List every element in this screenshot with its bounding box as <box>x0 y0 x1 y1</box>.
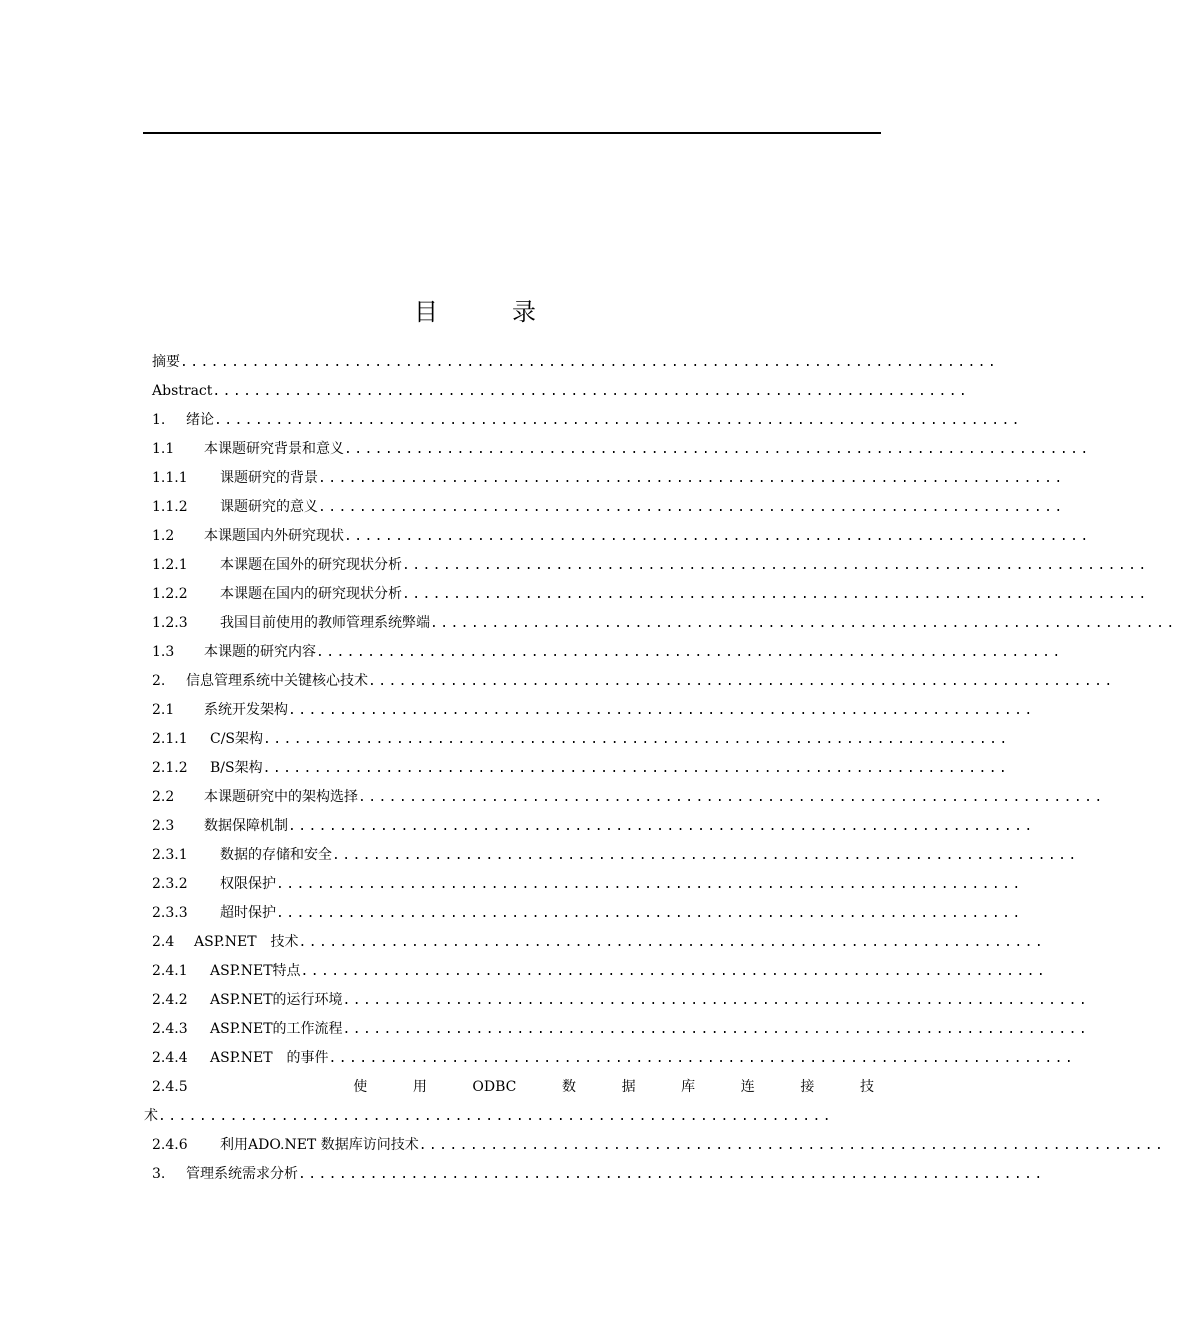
toc-entry-number: 2.1 <box>152 702 175 718</box>
toc-entry-title: 术 <box>144 1108 158 1124</box>
toc-entry[interactable] <box>152 464 1065 493</box>
toc-entry-title: C/S架构 <box>210 731 264 747</box>
toc-entry-leader: ......................................................................... <box>358 790 1105 805</box>
toc-title-char-2: 录 <box>512 298 536 326</box>
toc-entry-leader: ......................................................................... <box>298 935 1046 950</box>
toc-entry-leader: ......................................................................... <box>288 819 1035 834</box>
toc-entry[interactable] <box>152 609 1177 638</box>
toc-entry-number: 1.2.1 <box>152 557 188 573</box>
toc-title-char-1: 目 <box>414 298 438 326</box>
toc-entry-leader: ......................................................................... <box>344 529 1091 544</box>
toc-entry-leader: ......................................................................... <box>300 964 1048 979</box>
toc-entry-leader: ......................................................................... <box>342 993 1090 1008</box>
toc-entry[interactable] <box>152 725 1010 754</box>
toc-entry-number: 2.4 <box>152 934 175 950</box>
toc-entry-title: 我国目前使用的教师管理系统弊端 <box>220 615 430 631</box>
toc-entry-title: ASP.NET 的事件 <box>210 1050 329 1066</box>
toc-entry-leader: ......................................................................... <box>276 906 1023 921</box>
toc-entry-number: 2.4.6 <box>152 1137 188 1153</box>
toc-entry-number: 2.4.2 <box>152 992 188 1008</box>
toc-entry-number: 2.4.1 <box>152 963 188 979</box>
toc-entry-leader: ......................................................................... <box>263 732 1010 747</box>
toc-entry[interactable] <box>152 1015 1090 1044</box>
toc-entry-number: 1.2.3 <box>152 615 188 631</box>
toc-entry-word: 数 <box>561 1079 576 1095</box>
toc-entry[interactable] <box>152 667 1115 696</box>
toc-entry-number: 1.1.1 <box>152 470 188 486</box>
toc-entry-leader: ......................................................................... <box>344 442 1091 457</box>
toc-entry-leader: ......................................................................... <box>318 471 1065 486</box>
toc-entry-word: 连 <box>740 1079 755 1095</box>
toc-entry-title: ASP.NET 技术 <box>194 934 299 950</box>
toc-entry-title: 本课题国内外研究现状 <box>204 528 344 544</box>
toc-entry[interactable] <box>152 377 970 406</box>
toc-entry-leader: ......................................................................... <box>368 674 1115 689</box>
toc-entry-leader: ......................................................................... <box>276 877 1023 892</box>
toc-entry[interactable] <box>152 754 1010 783</box>
toc-entry-title: ASP.NET的工作流程 <box>210 1021 343 1037</box>
toc-entry[interactable] <box>152 522 1091 551</box>
toc-entry-leader: .................................................................. <box>158 1109 833 1124</box>
toc-entry-number: 1.2.2 <box>152 586 188 602</box>
toc-entry-leader: ......................................................................... <box>316 645 1063 660</box>
toc-entry[interactable] <box>152 493 1065 522</box>
toc-entry-number: 2.4.4 <box>152 1050 188 1066</box>
toc-entry-title: 本课题在国外的研究现状分析 <box>220 557 402 573</box>
toc-entry-word: 库 <box>681 1079 696 1095</box>
toc-entry-leader: ......................................................................... <box>288 703 1035 718</box>
toc-entry-title: 绪论 <box>186 412 214 428</box>
toc-entry-continuation[interactable] <box>144 1102 878 1131</box>
toc-entry[interactable] <box>152 783 1105 812</box>
toc-entry-leader: ......................................................................... <box>332 848 1079 863</box>
toc-entry-word: 接 <box>800 1079 815 1095</box>
toc-entry-word: 技 <box>859 1079 874 1095</box>
toc-entry-number: 2.1.2 <box>152 760 188 776</box>
toc-entry-word: ODBC <box>472 1079 517 1095</box>
toc-entry-title: 信息管理系统中关键核心技术 <box>186 673 368 689</box>
toc-entry-number: 2.3 <box>152 818 175 834</box>
toc-entry-title: 利用ADO.NET 数据库访问技术 <box>220 1137 419 1153</box>
toc-entry[interactable] <box>152 928 1046 957</box>
toc-entry-title: 本课题的研究内容 <box>204 644 316 660</box>
toc-entry-leader: ......................................................................... <box>418 1138 1166 1153</box>
toc-entry-leader: ......................................................................... <box>342 1022 1090 1037</box>
toc-entry-title: 课题研究的背景 <box>220 470 318 486</box>
toc-title <box>0 292 950 332</box>
toc-entry[interactable] <box>152 870 1023 899</box>
toc-entry-number: 2.2 <box>152 789 175 805</box>
toc-entry[interactable] <box>152 812 1035 841</box>
toc-entry[interactable] <box>152 406 1022 435</box>
toc-entry[interactable] <box>152 435 1091 464</box>
toc-entry-title: 数据保障机制 <box>204 818 288 834</box>
toc-entry-number: 1.2 <box>152 528 175 544</box>
toc-entry-leader: ......................................................................... <box>402 587 1149 602</box>
toc-entry-leader: ......................................................................... <box>402 558 1149 573</box>
toc-entry[interactable] <box>152 957 1048 986</box>
toc-entry[interactable] <box>152 841 1079 870</box>
toc-entry-title: 管理系统需求分析 <box>186 1166 298 1182</box>
toc-entry-leader: ......................................................................... <box>262 761 1010 776</box>
toc-entry-leader: ......................................................................... <box>328 1051 1076 1066</box>
toc-entry[interactable] <box>152 551 1149 580</box>
toc-entry-title: 数据的存储和安全 <box>220 847 332 863</box>
toc-entry-title: 课题研究的意义 <box>220 499 318 515</box>
toc-entry-title: ASP.NET特点 <box>210 963 301 979</box>
toc-entry-title: Abstract <box>152 383 213 399</box>
toc-entry-word: 使 <box>353 1079 368 1095</box>
toc-entry-leader: ......................................................................... <box>430 616 1177 631</box>
toc-entry-title: ASP.NET的运行环境 <box>210 992 343 1008</box>
toc-entry-title: 本课题在国内的研究现状分析 <box>220 586 402 602</box>
toc-entry-justified[interactable] <box>152 1073 878 1102</box>
toc-entry-number: 2.3.3 <box>152 905 188 921</box>
toc-entry-leader: .......................................................................... <box>212 384 970 399</box>
toc-entry-word: 据 <box>621 1079 636 1095</box>
toc-list <box>144 348 1177 1189</box>
toc-entry[interactable] <box>152 580 1149 609</box>
toc-entry[interactable] <box>152 986 1090 1015</box>
toc-entry-leader: ............................................................................... <box>214 413 1022 428</box>
toc-entry-number: 1.3 <box>152 644 175 660</box>
toc-entry-title: 系统开发架构 <box>204 702 288 718</box>
toc-entry-number: 2. <box>152 673 166 689</box>
toc-entry[interactable] <box>152 899 1023 928</box>
toc-entry-title: 摘要 <box>152 354 180 370</box>
toc-entry-title: 权限保护 <box>220 876 276 892</box>
toc-entry[interactable] <box>152 1044 1076 1073</box>
toc-entry-number: 1.1 <box>152 441 175 457</box>
toc-entry[interactable] <box>152 1131 1166 1160</box>
toc-entry-leader: ......................................................................... <box>318 500 1065 515</box>
toc-entry[interactable] <box>152 348 999 377</box>
toc-entry-word: 用 <box>412 1079 427 1095</box>
toc-entry-number: 2.1.1 <box>152 731 188 747</box>
toc-entry-number: 1.1.2 <box>152 499 188 515</box>
toc-entry-number: 2.4.3 <box>152 1021 188 1037</box>
toc-entry-leader: ................................................................................ <box>180 355 999 370</box>
toc-entry-title: B/S架构 <box>210 760 263 776</box>
toc-entry[interactable] <box>152 696 1035 725</box>
toc-entry-title: 本课题研究背景和意义 <box>204 441 344 457</box>
toc-entry-number: 3. <box>152 1166 166 1182</box>
toc-entry-leader: ......................................................................... <box>298 1167 1045 1182</box>
toc-entry-number: 2.4.5 <box>152 1079 188 1095</box>
toc-entry-number: 2.3.2 <box>152 876 188 892</box>
toc-entry-title: 本课题研究中的架构选择 <box>204 789 358 805</box>
toc-entry[interactable] <box>152 638 1063 667</box>
toc-entry[interactable] <box>152 1160 1045 1189</box>
toc-entry-number: 2.3.1 <box>152 847 188 863</box>
toc-entry-title: 超时保护 <box>220 905 276 921</box>
toc-entry-number: 1. <box>152 412 166 428</box>
header-rule <box>143 132 881 134</box>
